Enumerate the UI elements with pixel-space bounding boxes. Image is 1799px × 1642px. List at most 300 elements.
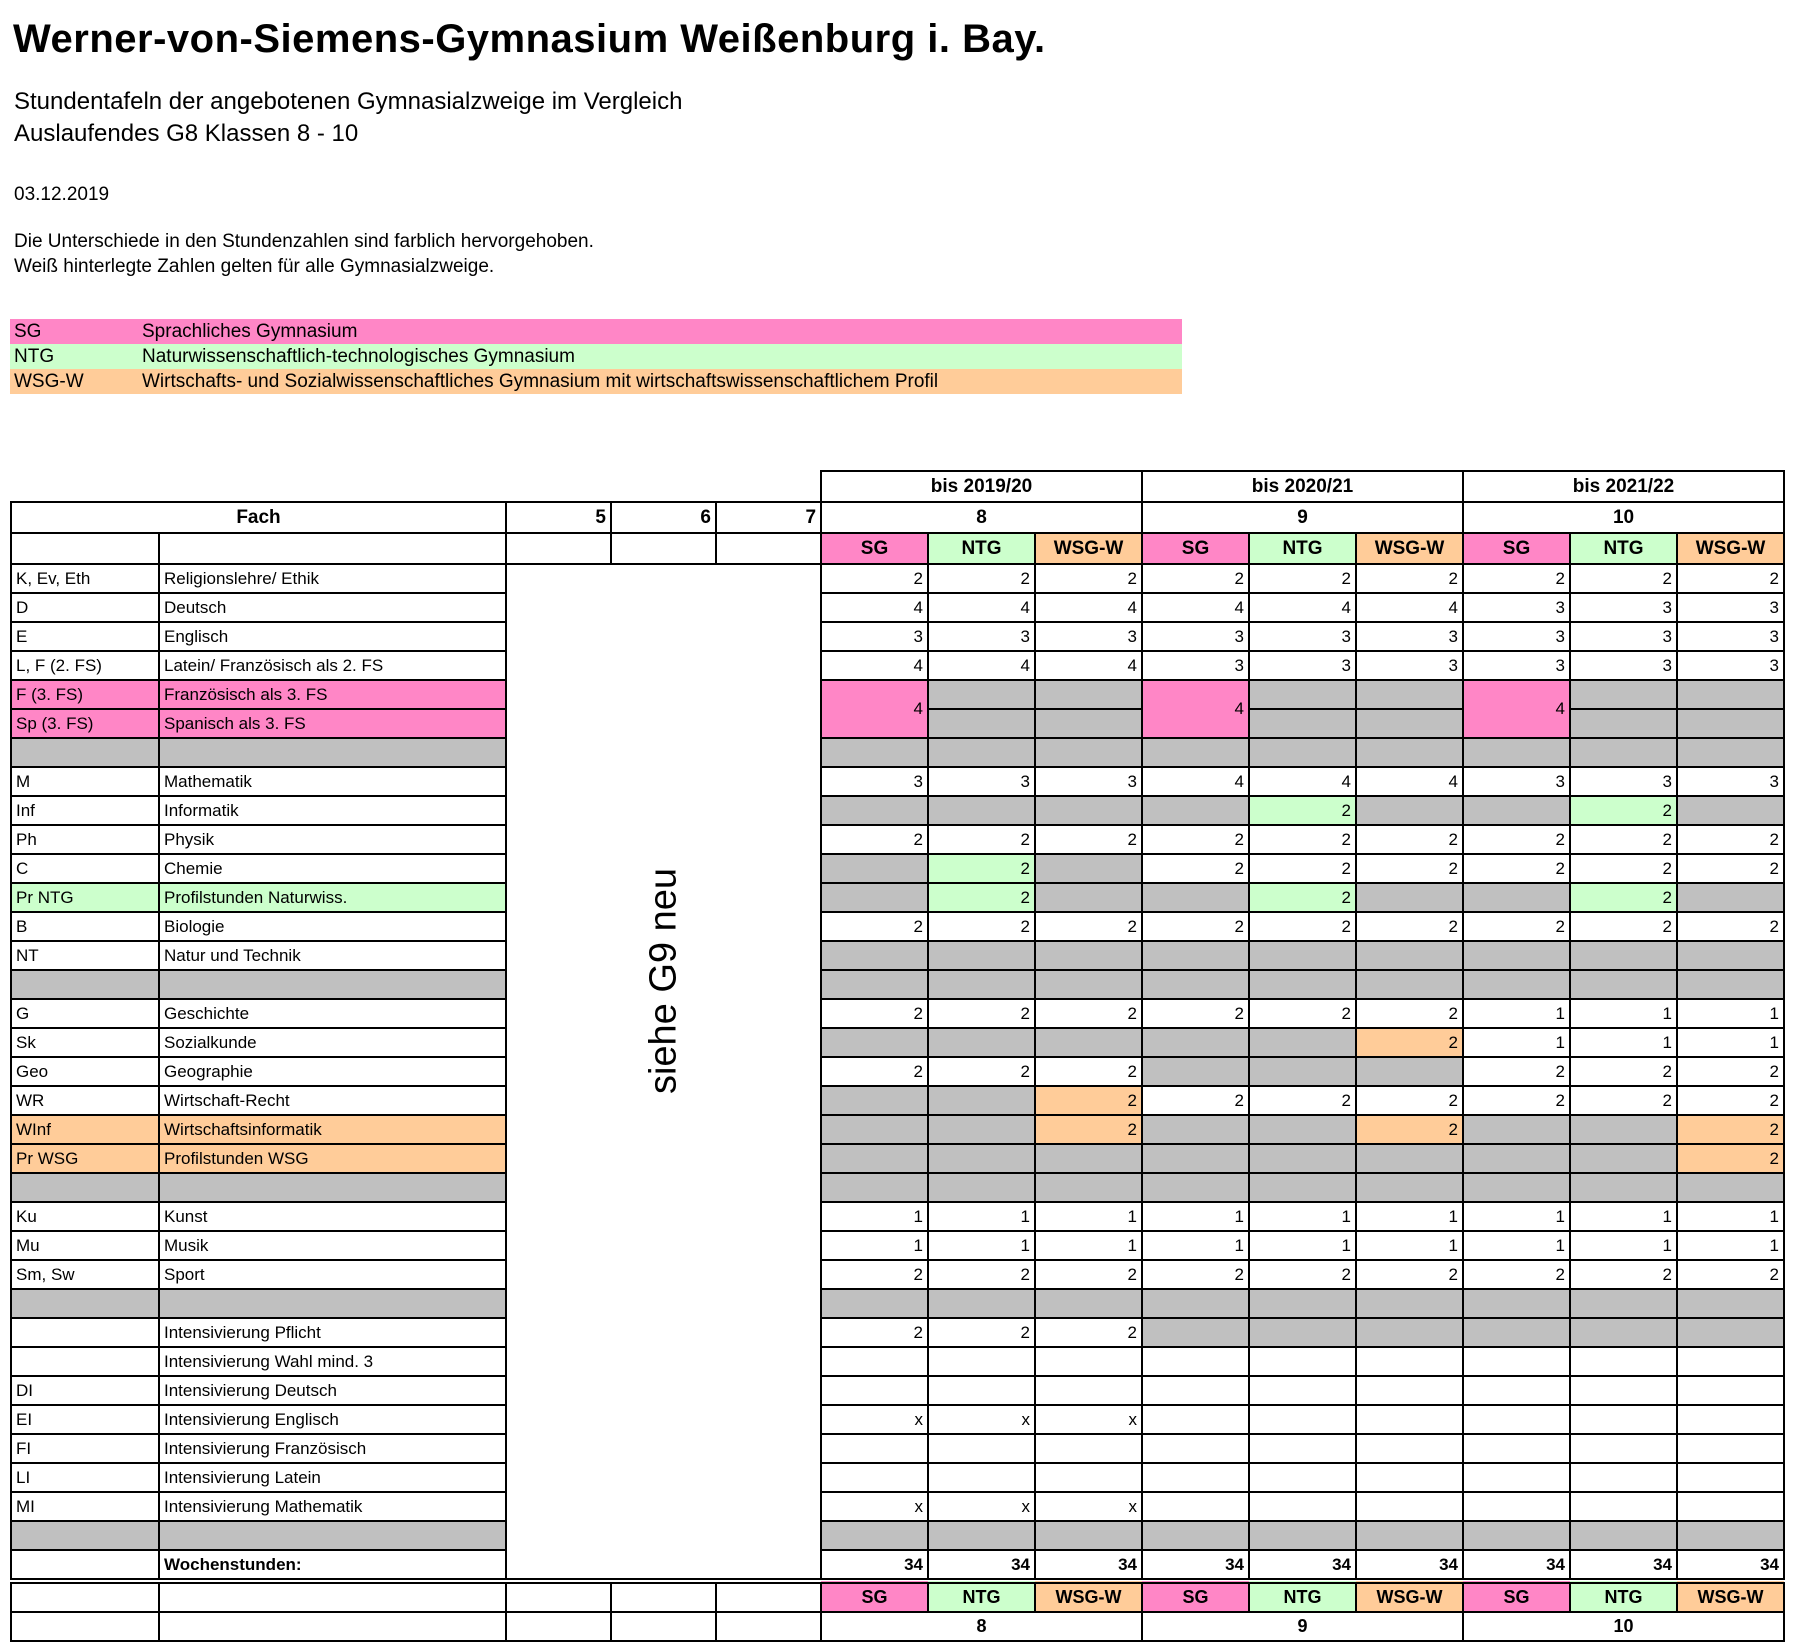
hours-cell (1356, 1318, 1463, 1347)
hours-cell (1356, 1434, 1463, 1463)
total-row (11, 1550, 1784, 1581)
subject-name-cell: Physik (159, 825, 506, 854)
total-value-cell: 34 (1677, 1550, 1784, 1581)
hours-cell (1677, 1376, 1784, 1405)
hours-cell (928, 1028, 1035, 1057)
hours-cell (1249, 1405, 1356, 1434)
hours-cell: 2 (1677, 854, 1784, 883)
hours-cell: 4 (1356, 593, 1463, 622)
hours-cell: 2 (821, 825, 928, 854)
subject-row (11, 1318, 1784, 1347)
hours-cell (1677, 1347, 1784, 1376)
hours-cell (1356, 1347, 1463, 1376)
subject-name-cell: Natur und Technik (159, 941, 506, 970)
hours-cell (1463, 941, 1570, 970)
hours-cell (928, 1376, 1035, 1405)
hours-cell (1142, 1434, 1249, 1463)
hours-cell: 1 (1677, 1028, 1784, 1057)
hours-cell: 2 (1677, 1115, 1784, 1144)
total-value-cell: 34 (1570, 1550, 1677, 1581)
hours-cell (1142, 1492, 1249, 1521)
subject-abbr-cell: Mu (11, 1231, 159, 1260)
hours-cell (1677, 1492, 1784, 1521)
subject-name-cell: Englisch (159, 622, 506, 651)
hours-cell: 1 (1142, 1202, 1249, 1231)
hours-cell (1035, 1173, 1142, 1202)
hours-cell (1249, 1289, 1356, 1318)
hours-cell (1570, 1144, 1677, 1173)
hours-cell: 2 (821, 999, 928, 1028)
empty-abbr-cell (11, 1612, 159, 1641)
hours-cell (821, 941, 928, 970)
hours-cell: 3 (1677, 651, 1784, 680)
branch-header-cell: SG (821, 533, 928, 564)
subtitle-line-2: Auslaufendes G8 Klassen 8 - 10 (14, 119, 359, 147)
subject-row (11, 796, 1784, 825)
subject-abbr-cell: L, F (2. FS) (11, 651, 159, 680)
hours-cell (1356, 1376, 1463, 1405)
hours-cell: 1 (928, 1202, 1035, 1231)
empty-mid-cell (506, 1612, 611, 1641)
subject-row (11, 912, 1784, 941)
hours-cell (1249, 970, 1356, 999)
subject-name-cell (159, 738, 506, 767)
hours-cell: 2 (928, 1260, 1035, 1289)
total-value-cell: 34 (1463, 1550, 1570, 1581)
note-line-1: Die Unterschiede in den Stundenzahlen sind farblich hervorgehoben. (14, 230, 594, 252)
subject-abbr-cell: Ph (11, 825, 159, 854)
hours-cell (1570, 1173, 1677, 1202)
year-header-cell: bis 2019/20 (821, 471, 1142, 502)
total-value-cell: 34 (1142, 1550, 1249, 1581)
hours-cell: 4 (1249, 593, 1356, 622)
hours-cell: 2 (1249, 564, 1356, 593)
hours-cell: 2 (928, 912, 1035, 941)
subject-abbr-cell (11, 1289, 159, 1318)
hours-cell (1570, 1376, 1677, 1405)
hours-cell (821, 1115, 928, 1144)
merged-note-text: siehe G9 neu (642, 867, 684, 1094)
subject-row (11, 1057, 1784, 1086)
hours-cell: 3 (1356, 622, 1463, 651)
subject-abbr-cell: Inf (11, 796, 159, 825)
branch-header-cell: NTG (1570, 533, 1677, 564)
branch-header-cell: WSG-W (1677, 533, 1784, 564)
hours-cell (1677, 970, 1784, 999)
branch-header-cell: NTG (928, 533, 1035, 564)
subject-abbr-cell (11, 1347, 159, 1376)
branch-header-row (11, 533, 1784, 564)
fach-header-cell: Fach (11, 502, 506, 533)
subject-row (11, 622, 1784, 651)
note-line-2: Weiß hinterlegte Zahlen gelten für alle Gymnasialzweige. (14, 255, 495, 277)
hours-cell (1463, 970, 1570, 999)
footer-branch-cell: NTG (1570, 1581, 1677, 1612)
hours-cell: 2 (1035, 999, 1142, 1028)
hours-cell (1142, 1463, 1249, 1492)
hours-cell: 4 (1142, 767, 1249, 796)
subject-abbr-cell: FI (11, 1434, 159, 1463)
subject-abbr-cell: LI (11, 1463, 159, 1492)
empty-mid-cell (506, 1581, 611, 1612)
hours-cell: 2 (1570, 1086, 1677, 1115)
subject-abbr-cell: B (11, 912, 159, 941)
hours-cell (1463, 738, 1570, 767)
hours-cell (1356, 1173, 1463, 1202)
hours-cell (1142, 941, 1249, 970)
footer-branch-cell: WSG-W (1356, 1581, 1463, 1612)
hours-cell (1249, 738, 1356, 767)
subject-name-cell (159, 1173, 506, 1202)
hours-cell (821, 883, 928, 912)
subject-row (11, 1115, 1784, 1144)
hours-cell: 2 (928, 854, 1035, 883)
hours-cell: 1 (1463, 1202, 1570, 1231)
hours-cell: 3 (1463, 622, 1570, 651)
legend-label-sg: Sprachliches Gymnasium (142, 320, 358, 342)
hours-cell: 1 (1677, 999, 1784, 1028)
hours-cell (1463, 1376, 1570, 1405)
hours-cell (1035, 680, 1142, 709)
hours-cell: 2 (1142, 854, 1249, 883)
hours-cell (1570, 738, 1677, 767)
hours-cell (928, 1289, 1035, 1318)
hours-cell: 2 (1356, 999, 1463, 1028)
hours-cell (1677, 1521, 1784, 1550)
hours-cell: 2 (1356, 1028, 1463, 1057)
subject-name-cell: Biologie (159, 912, 506, 941)
hours-cell (1035, 1376, 1142, 1405)
hours-cell: 3 (1249, 651, 1356, 680)
hours-cell (1570, 1289, 1677, 1318)
subject-row (11, 767, 1784, 796)
hours-cell (1463, 1405, 1570, 1434)
hours-cell: 2 (1570, 912, 1677, 941)
subject-name-cell: Informatik (159, 796, 506, 825)
subject-name-cell: Intensivierung Mathematik (159, 1492, 506, 1521)
hours-cell: 2 (928, 1057, 1035, 1086)
legend-row-sg (10, 319, 1182, 344)
hours-cell (1356, 680, 1463, 709)
subject-abbr-cell: M (11, 767, 159, 796)
hours-cell (1356, 970, 1463, 999)
hours-cell: 2 (1356, 1260, 1463, 1289)
hours-cell (821, 1028, 928, 1057)
hours-cell (1035, 1144, 1142, 1173)
hours-cell (1677, 1434, 1784, 1463)
subject-abbr-cell: Pr WSG (11, 1144, 159, 1173)
subject-name-cell: Profilstunden Naturwiss. (159, 883, 506, 912)
hours-cell: 3 (821, 767, 928, 796)
hours-cell: 1 (1677, 1202, 1784, 1231)
hours-cell (1677, 1463, 1784, 1492)
subject-abbr-cell: D (11, 593, 159, 622)
empty-mid-cell (716, 1612, 821, 1641)
hours-cell (1356, 738, 1463, 767)
hours-cell: 2 (1249, 912, 1356, 941)
hours-cell (1356, 1405, 1463, 1434)
hours-cell (1249, 1347, 1356, 1376)
hours-cell: 2 (928, 999, 1035, 1028)
subject-name-cell: Geschichte (159, 999, 506, 1028)
subject-name-cell: Intensivierung Wahl mind. 3 (159, 1347, 506, 1376)
hours-cell: 3 (1249, 622, 1356, 651)
hours-cell (1249, 1463, 1356, 1492)
hours-cell: x (928, 1492, 1035, 1521)
hours-cell: 2 (821, 1057, 928, 1086)
footer-grade-cell: 10 (1463, 1612, 1784, 1641)
subject-row (11, 1231, 1784, 1260)
hours-cell: 2 (1142, 912, 1249, 941)
hours-cell (928, 941, 1035, 970)
subject-name-cell: Mathematik (159, 767, 506, 796)
hours-cell: 1 (821, 1202, 928, 1231)
hours-cell: 4 (1249, 767, 1356, 796)
separator-row (11, 1289, 1784, 1318)
hours-cell (1249, 941, 1356, 970)
hours-cell: 1 (1142, 1231, 1249, 1260)
hours-cell (1677, 709, 1784, 738)
hours-cell: 3 (1142, 622, 1249, 651)
subject-name-cell: Latein/ Französisch als 2. FS (159, 651, 506, 680)
hours-cell: 2 (1356, 912, 1463, 941)
legend (10, 319, 1182, 394)
hours-cell: 4 (1463, 680, 1570, 738)
hours-cell: 2 (1463, 854, 1570, 883)
hours-cell: 2 (928, 825, 1035, 854)
footer-branch-cell: SG (821, 1581, 928, 1612)
empty-name-cell (159, 533, 506, 564)
hours-cell: 1 (1356, 1202, 1463, 1231)
hours-cell: 2 (1356, 564, 1463, 593)
hours-cell: 3 (1463, 767, 1570, 796)
subject-abbr-cell: C (11, 854, 159, 883)
hours-cell: 2 (1570, 796, 1677, 825)
hours-cell: 3 (821, 622, 928, 651)
hours-cell (1356, 883, 1463, 912)
footer-grade-row (11, 1612, 1784, 1641)
hours-cell: 2 (821, 912, 928, 941)
hours-cell (1570, 1463, 1677, 1492)
hours-cell (821, 1463, 928, 1492)
hours-cell (1035, 1521, 1142, 1550)
empty-mid-cell (611, 1581, 716, 1612)
hours-cell: 3 (1463, 593, 1570, 622)
subject-abbr-cell (11, 738, 159, 767)
year-header-row (11, 471, 1784, 502)
legend-label-wsgw: Wirtschafts- und Sozialwissenschaftliches Gymnasium mit wirtschaftswissenschaftlichem Profil (142, 370, 939, 392)
subject-name-cell: Wirtschaftsinformatik (159, 1115, 506, 1144)
hours-cell (1249, 1318, 1356, 1347)
grade-header-cell: 10 (1463, 502, 1784, 533)
hours-cell (821, 738, 928, 767)
hours-cell (1249, 1173, 1356, 1202)
hours-cell (821, 854, 928, 883)
hours-cell (1142, 1289, 1249, 1318)
hours-cell: 2 (1035, 1115, 1142, 1144)
hours-cell (1356, 1057, 1463, 1086)
subject-name-cell: Intensivierung Englisch (159, 1405, 506, 1434)
col-header-cell: 7 (716, 502, 821, 533)
empty-name-cell (159, 1612, 506, 1641)
hours-cell: 1 (1249, 1202, 1356, 1231)
subject-name-cell: Sozialkunde (159, 1028, 506, 1057)
subject-abbr-cell (11, 1521, 159, 1550)
hours-cell (1677, 680, 1784, 709)
subject-row (11, 564, 1784, 593)
hours-cell (1249, 1144, 1356, 1173)
hours-cell (1142, 1347, 1249, 1376)
hours-cell (928, 1115, 1035, 1144)
subject-row (11, 651, 1784, 680)
branch-header-cell: WSG-W (1035, 533, 1142, 564)
empty-mid-cell (611, 1612, 716, 1641)
hours-cell: 2 (1356, 1115, 1463, 1144)
hours-cell: 1 (1570, 1028, 1677, 1057)
hours-cell (1142, 1057, 1249, 1086)
hours-cell: 2 (1463, 825, 1570, 854)
hours-cell: 2 (1249, 1260, 1356, 1289)
subject-row (11, 593, 1784, 622)
subject-abbr-cell: F (3. FS) (11, 680, 159, 709)
subject-row (11, 999, 1784, 1028)
hours-cell: 2 (1677, 825, 1784, 854)
hours-cell (1249, 1057, 1356, 1086)
hours-cell: 1 (1570, 1231, 1677, 1260)
subject-abbr-cell (11, 1550, 159, 1581)
hours-cell (1035, 1289, 1142, 1318)
hours-cell: 4 (821, 680, 928, 738)
subject-name-cell: Intensivierung Latein (159, 1463, 506, 1492)
legend-abbr-sg: SG (14, 320, 42, 342)
hours-cell: 1 (928, 1231, 1035, 1260)
hours-cell: 2 (1249, 854, 1356, 883)
subject-row (11, 1086, 1784, 1115)
hours-cell: 2 (1677, 1057, 1784, 1086)
hours-cell (928, 1463, 1035, 1492)
legend-row-wsgw (10, 369, 1182, 394)
hours-cell: 2 (1035, 564, 1142, 593)
hours-cell (821, 970, 928, 999)
hours-cell (1142, 1521, 1249, 1550)
hours-cell: x (1035, 1405, 1142, 1434)
hours-cell (1570, 1347, 1677, 1376)
hours-cell (1570, 680, 1677, 709)
hours-cell: x (1035, 1492, 1142, 1521)
empty-abbr-cell (11, 1581, 159, 1612)
hours-cell (1463, 1492, 1570, 1521)
footer-grade-cell: 8 (821, 1612, 1142, 1641)
footer-branch-row (11, 1581, 1784, 1612)
hours-cell: 1 (1463, 1231, 1570, 1260)
hours-cell: 4 (1035, 593, 1142, 622)
subject-abbr-cell (11, 1173, 159, 1202)
total-value-cell: 34 (1035, 1550, 1142, 1581)
hours-cell: 2 (821, 564, 928, 593)
subject-abbr-cell: Sp (3. FS) (11, 709, 159, 738)
hours-cell (1035, 941, 1142, 970)
hours-cell (821, 1347, 928, 1376)
hours-cell: 4 (821, 593, 928, 622)
hours-cell: 3 (1570, 622, 1677, 651)
branch-header-cell: SG (1463, 533, 1570, 564)
hours-cell (1356, 1144, 1463, 1173)
hours-cell (1356, 1289, 1463, 1318)
hours-cell: x (821, 1405, 928, 1434)
empty-mid-cell (716, 1581, 821, 1612)
hours-cell: 2 (1570, 1057, 1677, 1086)
separator-row (11, 1173, 1784, 1202)
hours-cell (1677, 1173, 1784, 1202)
hours-cell: 2 (1249, 883, 1356, 912)
hours-cell: 4 (1142, 593, 1249, 622)
hours-cell: 2 (1677, 912, 1784, 941)
legend-row-ntg (10, 344, 1182, 369)
hours-cell: 2 (1249, 1086, 1356, 1115)
hours-cell (1035, 709, 1142, 738)
subject-row (11, 1492, 1784, 1521)
hours-cell (1249, 1376, 1356, 1405)
hours-cell: 2 (1249, 796, 1356, 825)
hours-cell: x (821, 1492, 928, 1521)
hours-cell: 2 (1677, 1144, 1784, 1173)
col-header-cell: 5 (506, 502, 611, 533)
subject-name-cell: Kunst (159, 1202, 506, 1231)
empty-mid-cell (716, 533, 821, 564)
footer-branch-cell: SG (1142, 1581, 1249, 1612)
footer-branch-cell: NTG (928, 1581, 1035, 1612)
hours-cell (821, 796, 928, 825)
footer-branch-cell: SG (1463, 1581, 1570, 1612)
subject-abbr-cell: K, Ev, Eth (11, 564, 159, 593)
hours-cell (928, 1521, 1035, 1550)
hours-cell (1035, 970, 1142, 999)
hours-cell (1463, 1521, 1570, 1550)
hours-cell: 1 (1356, 1231, 1463, 1260)
hours-cell (1356, 1492, 1463, 1521)
hours-cell: 3 (1035, 767, 1142, 796)
hours-cell (1249, 1521, 1356, 1550)
legend-label-ntg: Naturwissenschaftlich-technologisches Gymnasium (142, 345, 575, 367)
subject-row (11, 1463, 1784, 1492)
hours-cell (928, 738, 1035, 767)
hours-cell: 2 (1677, 1086, 1784, 1115)
branch-header-cell: WSG-W (1356, 533, 1463, 564)
hours-cell: 2 (1677, 564, 1784, 593)
hours-cell (1570, 970, 1677, 999)
subject-abbr-cell: Pr NTG (11, 883, 159, 912)
total-value-cell: 34 (1249, 1550, 1356, 1581)
subject-row (11, 883, 1784, 912)
hours-cell (1142, 738, 1249, 767)
empty-abbr-cell (11, 533, 159, 564)
hours-cell: 4 (1035, 651, 1142, 680)
subject-row (11, 1028, 1784, 1057)
hours-cell: 3 (1570, 651, 1677, 680)
hours-cell: 2 (1356, 854, 1463, 883)
subject-name-cell: Intensivierung Deutsch (159, 1376, 506, 1405)
hours-cell: 3 (1677, 593, 1784, 622)
hours-cell: 2 (1142, 999, 1249, 1028)
hours-cell (1249, 680, 1356, 709)
subtitle-line-1: Stundentafeln der angebotenen Gymnasialzweige im Vergleich (14, 88, 683, 115)
subject-abbr-cell: E (11, 622, 159, 651)
notes (14, 230, 1799, 279)
hours-cell (928, 1347, 1035, 1376)
hours-cell (1035, 883, 1142, 912)
hours-cell (1142, 1318, 1249, 1347)
hours-cell (1570, 709, 1677, 738)
